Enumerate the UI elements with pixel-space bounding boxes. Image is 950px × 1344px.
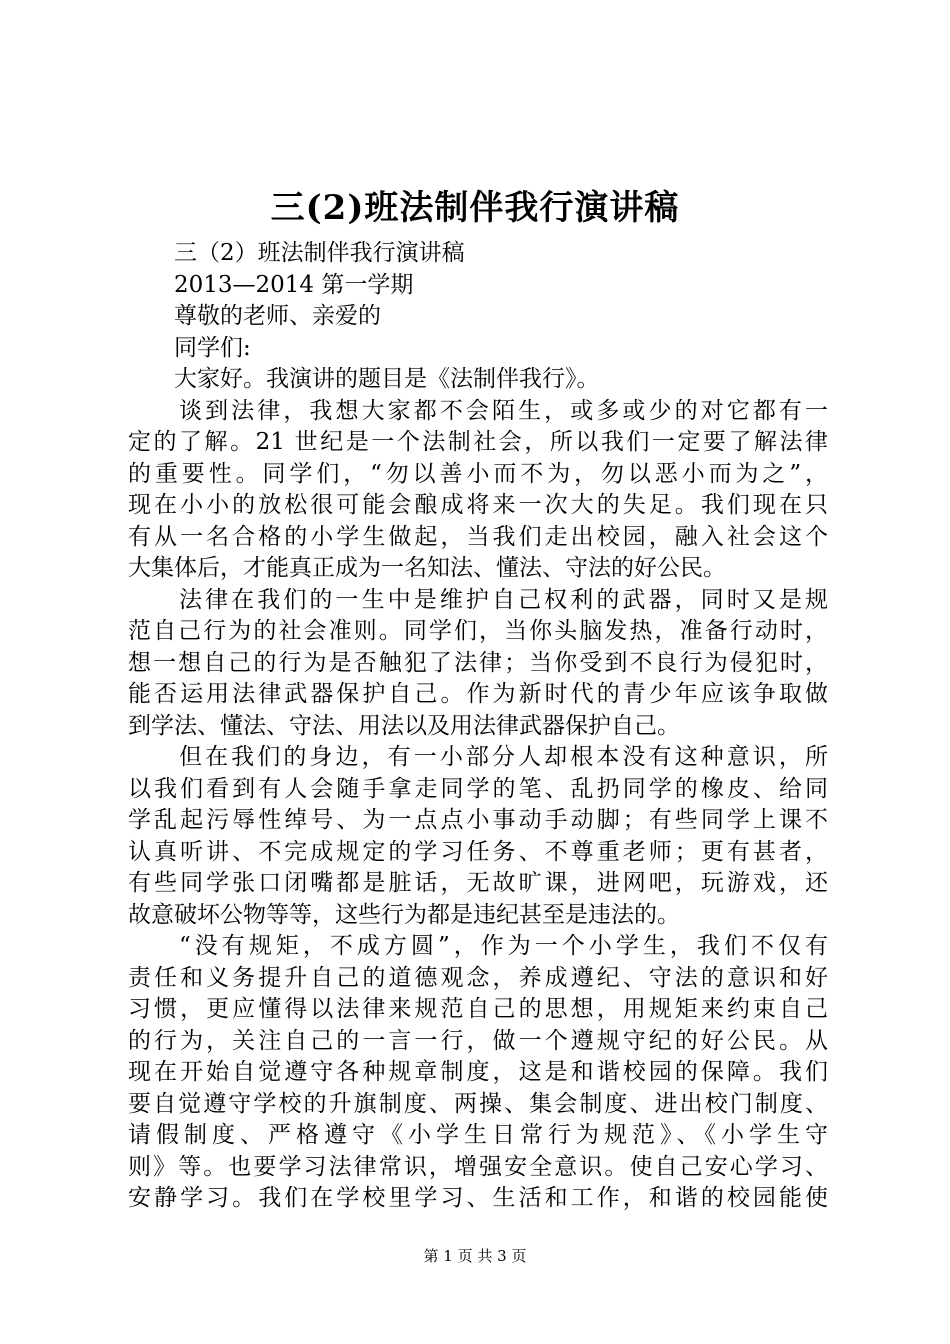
paragraph-3-line: 以我们看到有人会随手拿走同学的笔、乱扔同学的橡皮、给同 xyxy=(128,775,828,802)
page-number-footer: 第 1 页 共 3 页 xyxy=(423,1247,527,1265)
paragraph-2-line: 想一想自己的行为是否触犯了法律；当你受到不良行为侵犯时， xyxy=(128,649,828,676)
paragraph-4-line: 要自觉遵守学校的升旗制度、两操、集会制度、进出校门制度、 xyxy=(128,1090,828,1117)
paragraph-1-line: 的重要性。同学们，“勿以善小而不为，勿以恶小而为之”， xyxy=(128,460,828,487)
paragraph-4-line: 习惯，更应懂得以法律来规范自己的思想，用规矩来约束自己 xyxy=(128,996,828,1022)
paragraph-4-line: 现在开始自觉遵守各种规章制度，这是和谐校园的保障。我们 xyxy=(128,1059,828,1085)
paragraph-4-line: 请假制度、严格遵守《小学生日常行为规范》、《小学生守 xyxy=(128,1122,828,1148)
paragraph-3-line: 但在我们的身边，有一小部分人却根本没有这种意识，所 xyxy=(179,744,828,770)
paragraph-1-line: 谈到法律，我想大家都不会陌生，或多或少的对它都有一 xyxy=(179,397,828,424)
paragraph-3-line: 故意破坏公物等等，这些行为都是违纪甚至是违法的。 xyxy=(128,901,680,928)
paragraph-1-line: 现在小小的放松很可能会酿成将来一次大的失足。我们现在只 xyxy=(128,492,828,518)
header-line-salutation: 尊敬的老师、亲爱的 xyxy=(174,303,381,329)
header-line-greeting: 大家好。我演讲的题目是《法制伴我行》。 xyxy=(174,366,600,392)
paragraph-4-line: 安静学习。我们在学校里学习、生活和工作，和谐的校园能使 xyxy=(128,1185,828,1211)
paragraph-2-line: 到学法、懂法、守法、用法以及用法律武器保护自己。 xyxy=(128,712,680,739)
paragraph-3-line: 学乱起污辱性绰号、为一点点小事动手动脚；有些同学上课不 xyxy=(128,807,828,833)
paragraph-2-line: 法律在我们的一生中是维护自己权利的武器，同时又是规 xyxy=(179,586,828,613)
header-line-semester: 2013—2014 第一学期 xyxy=(174,271,414,298)
paragraph-4-line: “没有规矩，不成方圆”，作为一个小学生，我们不仅有 xyxy=(179,933,828,959)
paragraph-4-line: 则》等。也要学习法律常识，增强安全意识。使自己安心学习、 xyxy=(128,1153,828,1180)
paragraph-1-line: 有从一名合格的小学生做起，当我们走出校园，融入社会这个 xyxy=(128,523,828,550)
paragraph-1-line: 定的了解。21 世纪是一个法制社会，所以我们一定要了解法律 xyxy=(128,429,828,455)
document-body xyxy=(128,238,828,1215)
paragraph-4-line: 责任和义务提升自己的道德观念，养成遵纪、守法的意识和好 xyxy=(128,964,828,991)
document-title: 三(2)班法制伴我行演讲稿 xyxy=(270,188,680,228)
paragraph-2-line: 能否运用法律武器保护自己。作为新时代的青少年应该争取做 xyxy=(128,681,828,707)
paragraph-2-line: 范自己行为的社会准则。同学们，当你头脑发热，准备行动时， xyxy=(128,618,828,644)
paragraph-3-line: 有些同学张口闭嘴都是脏话，无故旷课，进网吧，玩游戏，还 xyxy=(128,870,828,896)
paragraph-4-line: 的行为，关注自己的一言一行，做一个遵规守纪的好公民。从 xyxy=(128,1027,828,1054)
paragraph-3-line: 认真听讲、不完成规定的学习任务、不尊重老师；更有甚者， xyxy=(128,838,828,865)
header-line-classmates: 同学们: xyxy=(174,334,251,361)
paragraph-1-line: 大集体后，才能真正成为一名知法、懂法、守法的好公民。 xyxy=(128,555,726,581)
header-line-class-title: 三（2）班法制伴我行演讲稿 xyxy=(174,240,465,266)
